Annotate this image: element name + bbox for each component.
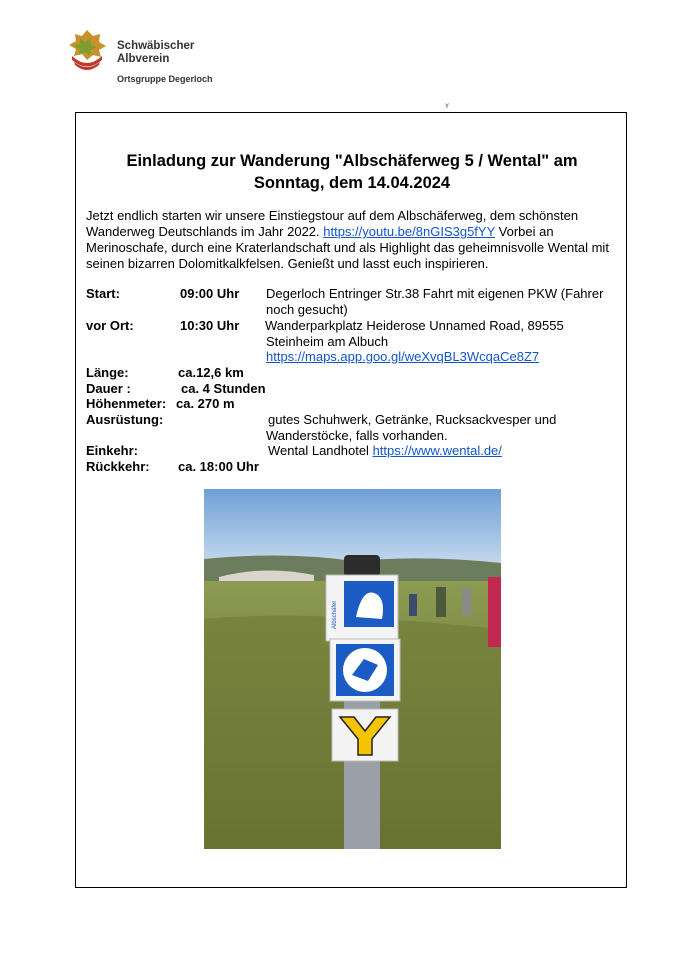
title-line2: Sonntag, dem 14.04.2024 bbox=[253, 174, 451, 192]
dauer-value: ca. 4 Stunden bbox=[181, 381, 266, 396]
youtube-link[interactable]: https://youtu.be/8nGIS3g5fYY bbox=[323, 224, 496, 239]
intro-text-end: Vorbei an Merinoschafe, durch eine Kraterlandschaft und als Highlight das geheimnisvolle Wental mit seinen bizarren Dolomitkalkfelsen. Genießt und lasst euch inspirieren. bbox=[86, 224, 609, 271]
org-name bbox=[117, 40, 194, 66]
start-label: Start: bbox=[86, 286, 120, 301]
vor-ort-line2: Steinheim am Albuch bbox=[266, 334, 389, 349]
albverein-logo bbox=[66, 26, 108, 72]
vor-ort-label: vor Ort: bbox=[86, 318, 134, 333]
vor-ort-line1: Wanderparkplatz Heiderose Unnamed Road, 89555 bbox=[265, 318, 564, 333]
vor-ort-maps-line bbox=[266, 349, 539, 365]
sign-text: Albschäfer bbox=[332, 600, 338, 629]
ausruestung-line1: gutes Schuhwerk, Getränke, Rucksackvesper und bbox=[268, 412, 557, 427]
rueckkehr-value: ca. 18:00 Uhr bbox=[178, 459, 259, 474]
stray-mark: Y bbox=[445, 104, 450, 110]
intro-paragraph bbox=[86, 208, 621, 272]
hoehenmeter-value: ca. 270 m bbox=[176, 396, 235, 411]
start-location: Degerloch Entringer Str.38 Fahrt mit eigenen PKW (Fahrer noch gesucht) bbox=[266, 286, 604, 317]
einkehr-text: Wental Landhotel bbox=[268, 443, 373, 458]
dauer-label: Dauer : bbox=[86, 381, 131, 396]
start-time: 09:00 Uhr bbox=[180, 286, 240, 301]
maps-link[interactable]: https://maps.app.goo.gl/weXvqBL3WcqaCe8Z7 bbox=[266, 349, 540, 364]
trail-sign-photo bbox=[204, 489, 501, 849]
laenge-label: Länge: bbox=[86, 365, 129, 380]
einkehr-value bbox=[268, 443, 502, 459]
org-name-line1: Schwäbischer bbox=[117, 40, 195, 52]
invitation-box bbox=[75, 112, 627, 888]
title-line1: Einladung zur Wanderung "Albschäferweg 5 / Wental" am bbox=[126, 152, 578, 170]
einkehr-label: Einkehr: bbox=[86, 443, 139, 458]
vor-ort-time: 10:30 Uhr bbox=[180, 318, 240, 333]
intro-text-start: Jetzt endlich starten wir unsere Einstiegstour auf dem Albschäferweg, dem schönsten Wanderweg Deutschlands im Jahr 2022. bbox=[86, 208, 579, 239]
org-name-line2: Albverein bbox=[117, 53, 170, 65]
rueckkehr-label: Rückkehr: bbox=[86, 459, 150, 474]
ausruestung-line2: Wanderstöcke, falls vorhanden. bbox=[266, 428, 448, 443]
org-subtitle: Ortsgruppe Degerloch bbox=[117, 74, 213, 84]
ausruestung-label: Ausrüstung: bbox=[86, 412, 164, 427]
laenge-value: ca.12,6 km bbox=[178, 365, 244, 380]
wental-link[interactable]: https://www.wental.de/ bbox=[372, 443, 502, 458]
hoehenmeter-label: Höhenmeter: bbox=[86, 396, 167, 411]
invitation-title bbox=[76, 150, 628, 194]
